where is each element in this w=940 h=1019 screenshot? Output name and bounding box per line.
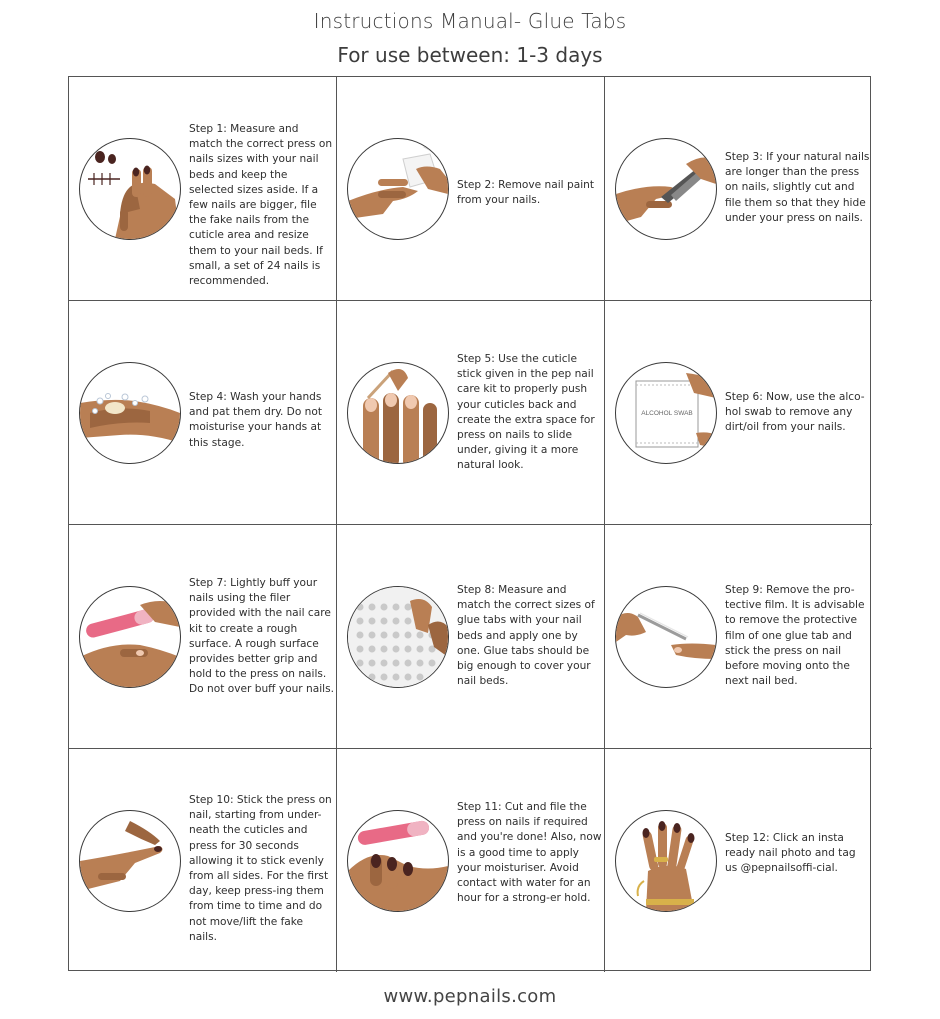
page-subtitle: For use between: 1-3 days: [337, 43, 603, 67]
step-2-text: Step 2: Remove nail paint from your nails.: [457, 179, 595, 207]
step-9-text: Step 9: Remove the pro-tective film. It is advisable to remove the protective film of one glue tab and stick the press on nail before moving onto the next nail bed.: [725, 584, 865, 688]
step-4-cell: [69, 301, 337, 525]
finished-hand-icon: [615, 810, 717, 912]
step-12-cell: [605, 749, 872, 972]
step-7-cell: [69, 525, 337, 749]
swab-label: ALCOHOL SWAB: [641, 410, 693, 417]
step-9-cell: [605, 525, 872, 749]
step-7-text: Step 7: Lightly buff your nails using the filer provided with the nail care kit to create a rough surface. A rough surface provides better grip and hold to the press on nails. Do not over buff your nails.: [189, 577, 334, 696]
step-1-cell: [69, 77, 337, 301]
page-title: Instructions Manual- Glue Tabs: [313, 9, 627, 33]
press-nail-icon: [79, 810, 181, 912]
step-10-cell: [69, 749, 337, 972]
remove-polish-icon: [347, 138, 449, 240]
nail-sizes-icon: [79, 138, 181, 240]
nail-buffer-icon: [79, 586, 181, 688]
step-5-cell: [337, 301, 605, 525]
nail-clipper-icon: [615, 138, 717, 240]
step-2-cell: [337, 77, 605, 301]
steps-grid: [68, 76, 871, 971]
wash-hands-icon: [79, 362, 181, 464]
step-5-text: Step 5: Use the cuticle stick given in the pep nail care kit to properly push your cuticles back and create the extra space for press on nails to slide under, giving it a more natural look.: [457, 353, 595, 472]
cuticle-stick-icon: [347, 362, 449, 464]
step-12-text: Step 12: Click an insta ready nail photo and tag us @pepnailsoffi-cial.: [725, 832, 856, 875]
step-10-text: Step 10: Stick the press on nail, starting from under-neath the cuticles and press for 30 seconds allowing it to stick evenly from all sides. For the first day, keep press-ing them from time to time and do not move/lift the fake nails.: [189, 794, 332, 943]
step-4-text: Step 4: Wash your hands and pat them dry. Do not moisturise your hands at this stage.: [189, 391, 323, 449]
step-6-cell: [605, 301, 872, 525]
step-11-text: Step 11: Cut and file the press on nails if required and you're done! Also, now is a good time to apply your moisturiser. Avoid contact with water for an hour for a strong-er hold.: [457, 801, 602, 905]
step-3-cell: [605, 77, 872, 301]
protective-film-icon: [615, 586, 717, 688]
step-8-cell: [337, 525, 605, 749]
website-url: www.pepnails.com: [383, 986, 557, 1007]
step-1-text: Step 1: Measure and match the correct press on nails sizes with your nail beds and keep the selected sizes aside. If a few nails are bigger, file the fake nails from the cuticle area and resize them to your nail beds. If small, a set of 24 nails is recommended.: [189, 123, 333, 288]
step-8-text: Step 8: Measure and match the correct sizes of glue tabs with your nail beds and apply one by one. Glue tabs should be big enough to cover your nail beds.: [457, 584, 595, 688]
step-11-cell: [337, 749, 605, 972]
file-nails-icon: [347, 810, 449, 912]
glue-tabs-sheet-icon: [347, 586, 449, 688]
step-6-text: Step 6: Now, use the alco-hol swab to remove any dirt/oil from your nails.: [725, 391, 865, 434]
alcohol-swab-icon: [615, 362, 717, 464]
step-3-text: Step 3: If your natural nails are longer than the press on nails, slightly cut and file them so that they hide under your press on nails.: [725, 151, 870, 224]
